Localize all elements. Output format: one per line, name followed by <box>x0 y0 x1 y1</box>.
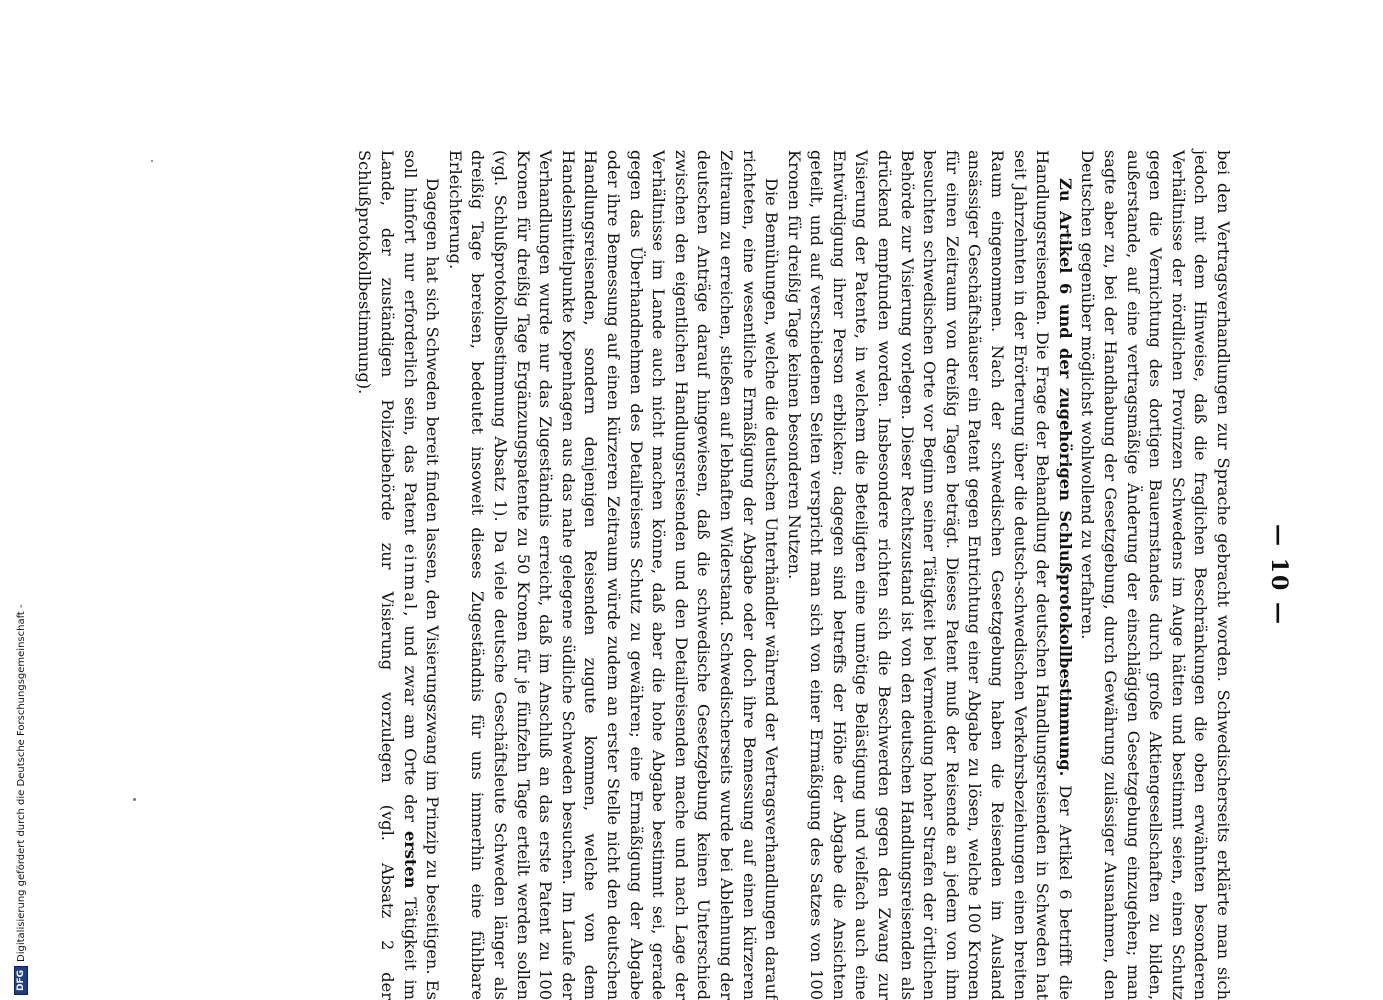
body-text <box>353 150 1234 1000</box>
paragraph-4-part-c: Tätigkeit im Lande, der zuständigen Polizeibehörde zur Visierung vorzulegen (vgl. Absatz 2 der Schlußprotokollbestimmung). <box>355 150 420 1000</box>
scan-speck <box>151 160 153 162</box>
paragraph-4-part-b: , und zwar am Orte der <box>400 611 420 831</box>
rotated-page <box>182 150 1292 1000</box>
paragraph-1: bei den Vertragsverhandlungen zur Sprache gebracht worden. Schwedischerseits erklärte man sich jedoch mit dem Hinweise, daß die fraglichen Beschränkungen die oben erwähnten besonderen Verhältnisse der nördlichen Provinzen Schwedens im Auge hätten und bestimmt seien, einen Schutz gegen die Vernichtung des dortigen Bauernstandes durch große Aktiengesellschaften zu bilden, außerstande, auf eine vertragsmäßige Änderung der einschlägigen Gesetzgebung einzugehen; man sagte aber zu, bei der Handhabung der Gesetzgebung, durch Gewährung zulässiger Ausnahmen, den Deutschen gegenüber möglichst wohlwollend zu verfahren. <box>1078 150 1233 1000</box>
page-number: — 10 — <box>1266 524 1292 626</box>
paragraph-4-part-a: Dagegen hat sich Schweden bereit finden lassen, den Visierungszwang im Prinzip zu beseitigen. Es soll hinfort nur erforderlich sein, das Patent <box>400 150 443 1000</box>
paragraph-4 <box>353 150 443 1000</box>
article-heading: Zu Artikel 6 und der zugehörigen Schlußprotokollbestimmung. <box>1055 178 1075 777</box>
digitization-credit <box>14 5 28 995</box>
dfg-logo: DFG <box>14 966 28 995</box>
paragraph-2 <box>782 150 1076 1000</box>
paragraph-4-spaced-word: einmal <box>400 543 420 612</box>
scan-speck <box>133 798 136 801</box>
paragraph-4-bold-word: ersten <box>400 830 420 889</box>
credit-text: Digitalisierung gefördert durch die Deutsche Forschungsgemeinschaft - <box>15 604 27 962</box>
paragraph-3: Die Bemühungen, welche die deutschen Unterhändler während der Vertragsverhandlungen darauf richteten, eine wesentliche Ermäßigung der Abgabe oder doch ihre Bemessung auf einen kürzeren Zeitraum zu erreichen, stießen auf lebhaften Widerstand. Schwedischerseits wurde bei Ablehnung der deutschen Anträge darauf hingewiesen, daß die schwedische Gesetzgebung keinen Unterschied zwischen den eigentlichen Handlungsreisenden und den Detailreisenden mache und nach Lage der Verhältnisse im Lande auch nicht machen könne, daß aber die hohe Abgabe bestimmt sei, gerade gegen das Überhandnehmen des Detailreisens Schutz zu gewähren; eine Ermäßigung der Abgabe oder ihre Bemessung auf einen kürzeren Zeitraum würde zudem an erster Stelle nicht den deutschen Handlungsreisenden, sondern denjenigen Reisenden zugute kommen, welche von dem Handelsmittelpunkte Kopenhagen aus das nahe gelegene südliche Schweden besuchen. Im Laufe der Verhandlungen wurde nur das Zugeständnis erreicht, daß im Anschluß an das erste Patent zu 100 Kronen für dreißig Tage Ergänzungspatente zu 50 Kronen für je fünfzehn Tage erteilt werden sollen (vgl. Schlußprotokollbestimmung Absatz 1). Da viele deutsche Geschäftsleute Schweden länger als dreißig Tage bereisen, bedeutet insoweit dieses Zugeständnis für uns immerhin eine fühlbare Erleichterung. <box>445 150 782 1000</box>
paragraph-2-body: Der Artikel 6 betrifft die Handlungsreisenden. Die Frage der Behandlung der deutschen Handlungsreisenden in Schweden hat seit Jahrzehnten in der Erörterung über die deutsch-schwedischen Verkehrsbeziehungen einen breiten Raum eingenommen. Nach der schwedischen Gesetzgebung haben die Reisenden im Ausland ansässiger Geschäftshäuser ein Patent gegen Entrichtung einer Abgabe zu lösen, welche 100 Kronen für einen Zeitraum von dreißig Tagen beträgt. Dieses Patent muß der Reisende an jedem von ihm besuchten schwedischen Orte vor Beginn seiner Tätigkeit bei Vermeidung hoher Strafen der örtlichen Behörde zur Visierung vorlegen. Dieser Rechtszustand ist von den deutschen Handlungsreisenden als drückend empfunden worden. Insbesondere richten sich die Beschwerden gegen den Zwang zur Visierung der Patente, in welchem die Beteiligten eine unnötige Belästigung und vielfach auch eine Entwürdigung ihrer Person erblicken; dagegen sind betreffs der Höhe der Abgabe die Ansichten geteilt, und auf verschiedenen Seiten verspricht man sich von einer Ermäßigung des Satzes von 100 Kronen für dreißig Tage keinen besonderen Nutzen. <box>784 150 1075 1000</box>
